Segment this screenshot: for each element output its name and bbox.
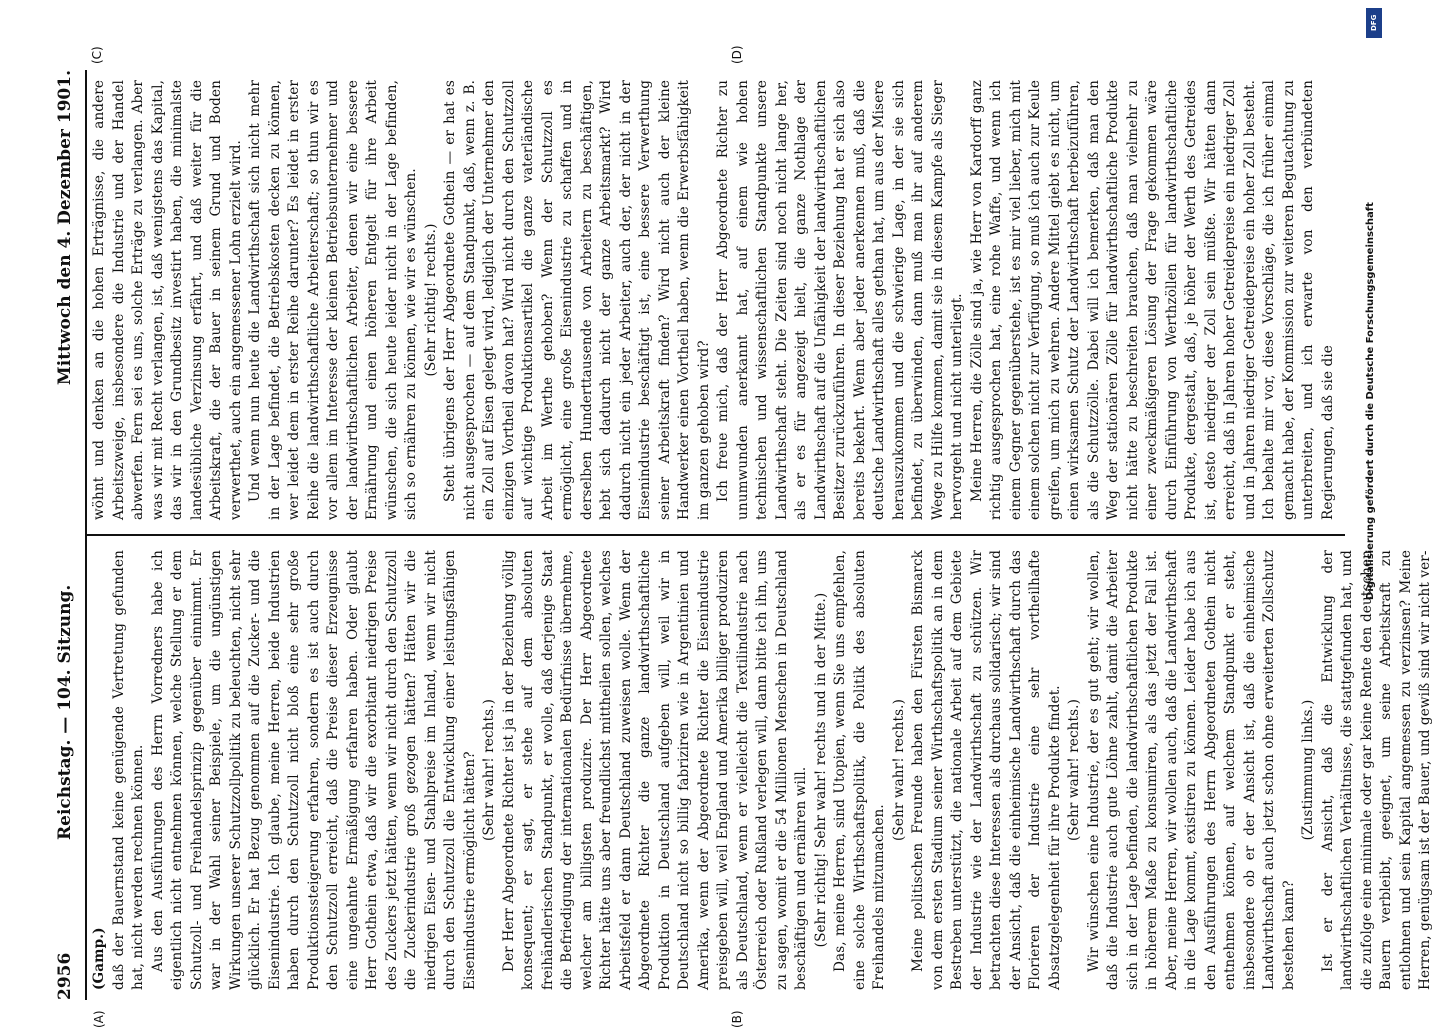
- interjection: (Zustimmung links.): [1300, 699, 1316, 841]
- interjection: (Sehr wahr! rechts.): [1066, 699, 1082, 841]
- session-title: Reichstag. — 104. Sitzung.: [55, 584, 75, 840]
- paragraph: Der Herr Abgeordnete Richter ist ja in der Beziehung völlig konsequent; er sagt, er stehe auf dem absoluten freihändlerischen Standpunkt, er wolle, daß derjenige Staat die Befriedigung der internationalen Bedürfnisse übernehme, welcher am billigsten produzire. Der Herr Abgeordnete Richter hätte uns aber freundlichst mittheilen sollen, welches Arbeitsfeld er dann Deutschland zuweisen wolle. Wenn der Abgeordnete Richter die ganze landwirthschaftliche Produktion in Deutschland aufgeben will, weil wir in Deutschland nicht so billig fabriziren wie in Argentinien und Amerika, wenn der Abgeordnete Richter die Eisenindustrie preisgeben will, weil England und Amerika billiger produziren als Deutschland, wenn er vielleicht die Textilindustrie nach Österreich oder Rußland verlegen will, dann bitte ich ihn, uns zu sagen, womit er die 54 Millionen Menschen in Deutschland beschäftigen und ernähren will.: [500, 550, 809, 990]
- speaker-label: (Gamp.): [91, 927, 107, 990]
- interjection: (Sehr richtig! Sehr wahr! rechts und in der Mitte.): [812, 592, 829, 948]
- dfg-logo: DFG: [1366, 8, 1382, 38]
- interjection: (Sehr wahr! rechts.): [890, 699, 907, 841]
- paragraph: Wir wünschen eine Industrie, der es gut geht; wir wollen, daß die Industrie auch gute Löhne zahlt, damit die Arbeiter sich in der Lage befinden, die landwirthschaftlichen Produkte in höherem Maße zu konsumiren, als das jetzt der Fall ist. Aber, meine Herren, wir wollen auch, daß die Landwirthschaft in die Lage kommt, existiren zu können. Leider habe ich aus den Ausführungen des Herrn Abgeordneten Gothein nicht entnehmen können, auf welchem Standpunkt er steht, insbesondere ob er der Ansicht ist, daß die einheimische Landwirthschaft auch jetzt schon ohne erweiterten Zollschutz bestehen kann?: [1085, 550, 1297, 990]
- paragraph: Ich freue mich, daß der Herr Abgeordnete Richter zu unumwunden anerkannt hat, auf einem wie hohen technischen und wissenschaftlichen Standpunkte unsere Landwirthschaft steht. Die Zeiten sind noch nicht lange her, als er es für angezeigt hielt, die ganze Nothlage der Landwirthschaft auf die Unfähigkeit der landwirthschaftlichen Besitzer zurückzuführen. In dieser Beziehung hat er sich also bereits bekehrt. Wenn aber jeder anerkennen muß, daß die deutsche Landwirthschaft alles gethan hat, um aus der Misere herauszukommen und die schwierige Lage, in der sie sich befindet, zu überwinden, dann muß man ihr auf anderem Wege zu Hilfe kommen, damit sie in diesem Kampfe als Sieger hervorgeht und nicht unterliegt.: [715, 80, 965, 520]
- session-date: Mittwoch den 4. Dezember 1901.: [55, 70, 75, 386]
- paragraph: Meine Herren, die Zölle sind ja, wie Herr von Kardorff ganz richtig ausgesprochen hat, eine rohe Waffe, und wenn ich einem Gegner gegenüberstehe, ist es mir viel lieber, mich mit einem solchen nicht zur Verfügung, so muß ich auch zur Keule greifen, um mich zu wehren. Andere Mittel giebt es nicht, um einen wirksamen Schutz der Landwirthschaft herbeizuführen, als die Schutzzölle. Dabei will ich bemerken, daß man den Weg der stationären Zölle für landwirthschaftliche Produkte nicht hätte zu beschreiten brauchen, daß man vielmehr zu einer zweckmäßigeren Lösung der Frage gekommen wäre durch Einführung von Werthzöllen für landwirthschaftliche Produkte, dergestalt, daß, je höher der Werth des Getreides ist, desto niedriger der Zoll sein müßte. Wir hätten dann erreicht, daß in Jahren hoher Getreidepreise ein niedriger Zoll und in Jahren niedriger Getreidepreise ein hoher Zoll besteht. Ich behalte mir vor, diese Vorschläge, die ich früher einmal gemacht habe, der Kommission zur weiteren Begutachtung zu unterbreiten, und ich erwarte von den verbündeten Regierungen, daß sie die: [968, 80, 1336, 520]
- page-header: [50, 70, 80, 1000]
- paragraph: Das, meine Herren, sind Utopien, wenn Sie uns empfehlen, eine solche Wirthschaftspolitik, die Politik des absoluten Freihandels mitzumachen.: [832, 550, 887, 990]
- paragraph: Und wenn nun heute die Landwirthschaft sich nicht mehr in der Lage befindet, die Betriebskosten decken zu können, wer leidet dem in erster Reihe darunter? Es leidet in erster Reihe die landwirthschaftliche Arbeiterschaft; so thun wir es vor allem im Interesse der kleinen Betriebsunternehmer und der landwirthschaftlichen Arbeiter, denen wir eine bessere Ernährung und einen höheren Entgelt für ihre Arbeit wünschen, die sich heute leider nicht in der Lage befinden, sich so ernähren zu können, wie wir es wünschen.: [247, 80, 419, 520]
- margin-marker-a: (A): [92, 1010, 106, 1028]
- paragraph: Aus den Ausführungen des Herrn Vorredners habe ich eigentlich nicht entnehmen können, welche Stellung er dem Schutzoll- und Freihandelsprinzip gegenüber einnimmt. Er war in der Wahl seiner Beispiele, um die ungünstigen Wirkungen unserer Schutzzollpolitik zu beleuchten, nicht sehr glücklich. Er hat Bezug genommen auf die Zucker- und die Eisenindustrie. Ich glaube, meine Herren, beide Industrien haben durch den Schutzzoll nicht bloß eine sehr große Produktionssteigerung erfahren, sondern es ist auch durch den Schutzzoll erreicht, daß die Preise dieser Erzeugnisse eine ungeahnte Ermäßigung erfahren haben. Oder glaubt Herr Gothein etwa, daß wir die exorbitant niedrigen Preise des Zuckers jetzt hätten, wenn wir nicht durch den Schutzzoll die Zuckerindustrie groß gezogen hätten? Hätten wir die niedrigen Eisen- und Stahlpreise im Inland, wenn wir nicht durch den Schutzzoll die Entwicklung einer leistungsfähigen Eisenindustrie ermöglicht hätten?: [149, 550, 478, 990]
- paragraph: Meine politischen Freunde haben den Fürsten Bismarck von dem ersten Stadium seiner Wirthschaftspolitik an in dem Bestreben unterstützt, die nationale Arbeit auf dem Gebiete der Industrie wie der Landwirthschaft zu schützen. Wir betrachten diese Interessen als durchaus solidarisch; wir sind der Ansicht, daß die einheimische Landwirthschaft durch das Florieren der Industrie eine sehr vortheilhafte Absatzgelegenheit für ihre Produkte findet.: [910, 550, 1063, 990]
- margin-marker-b: (B): [730, 1010, 744, 1028]
- page-number: 2956: [55, 952, 75, 1000]
- interjection: (Sehr wahr! rechts.): [481, 699, 497, 841]
- paragraph: Steht übrigens der Herr Abgeordnete Gothein — er hat es nicht ausgesprochen — auf dem Standpunkt, daß, wenn z. B. ein Zoll auf Eisen gelegt wird, lediglich der Unternehmer den einzigen Vortheil davon hat? Wird nicht durch den Schutzzoll auf wichtige Produktionsartikel die ganze vaterländische Arbeit im Werthe gehoben? Wenn der Schutzzoll es ermöglicht, eine große Eisenindustrie zu schaffen und in derselben Hunderttausende von Arbeitern zu beschäftigen, hebt sich dadurch nicht der ganze Arbeitsmarkt? Wird dadurch nicht ein jeder Arbeiter, auch der, der nicht in der Eisenindustrie beschäftigt ist, eine bessere Verwerthung seiner Arbeitskraft finden? Wird nicht auch der kleine Handwerker einen Vortheil haben, wenn die Erwerbsfähigkeit im ganzen gehoben wird?: [442, 80, 712, 520]
- right-column: [90, 80, 1340, 520]
- left-column: [90, 550, 1433, 990]
- column-divider: [85, 534, 1345, 536]
- digitization-credit: Digitalisierung gefördert durch die Deutsche Forschungsgemeinschaft: [1365, 202, 1376, 600]
- margin-marker-c: (C): [90, 46, 104, 64]
- interjection: (Sehr richtig! rechts.): [422, 223, 439, 377]
- paragraph: Ist er der Ansicht, daß die Entwicklung der landwirthschaftlichen Verhältnisse, die stattgefunden hat, und die zufolge eine minimale oder gar keine Rente den deutschen Bauern verbleibt, geeignet, um seine Arbeitskraft zu entlohnen und sein Kapital angemessen zu verzinsen? Meine Herren, genügsam ist der Bauer, und gewiß sind wir nicht ver-: [1319, 550, 1433, 990]
- paragraph: wöhnt und denken an die hohen Erträgnisse, die andere Arbeitszweige, insbesondere die Industrie und der Handel abwerfen. Fern sei es uns, solche Erträge zu verlangen. Aber was wir mit Recht verlangen, ist, daß wenigstens das Kapital, das wir in den Grundbesitz investirt haben, die minimalste landesübliche Verzinsung erfährt, und daß weiter für die Arbeitskraft, die der Bauer in seinem Grund und Boden verwerthet, auch ein angemessener Lohn erzielt wird.: [91, 80, 244, 520]
- paragraph: daß der Bauernstand keine genügende Vertretung gefunden hat, nicht werden rechnen können.: [110, 550, 146, 990]
- margin-marker-d: (D): [730, 45, 744, 64]
